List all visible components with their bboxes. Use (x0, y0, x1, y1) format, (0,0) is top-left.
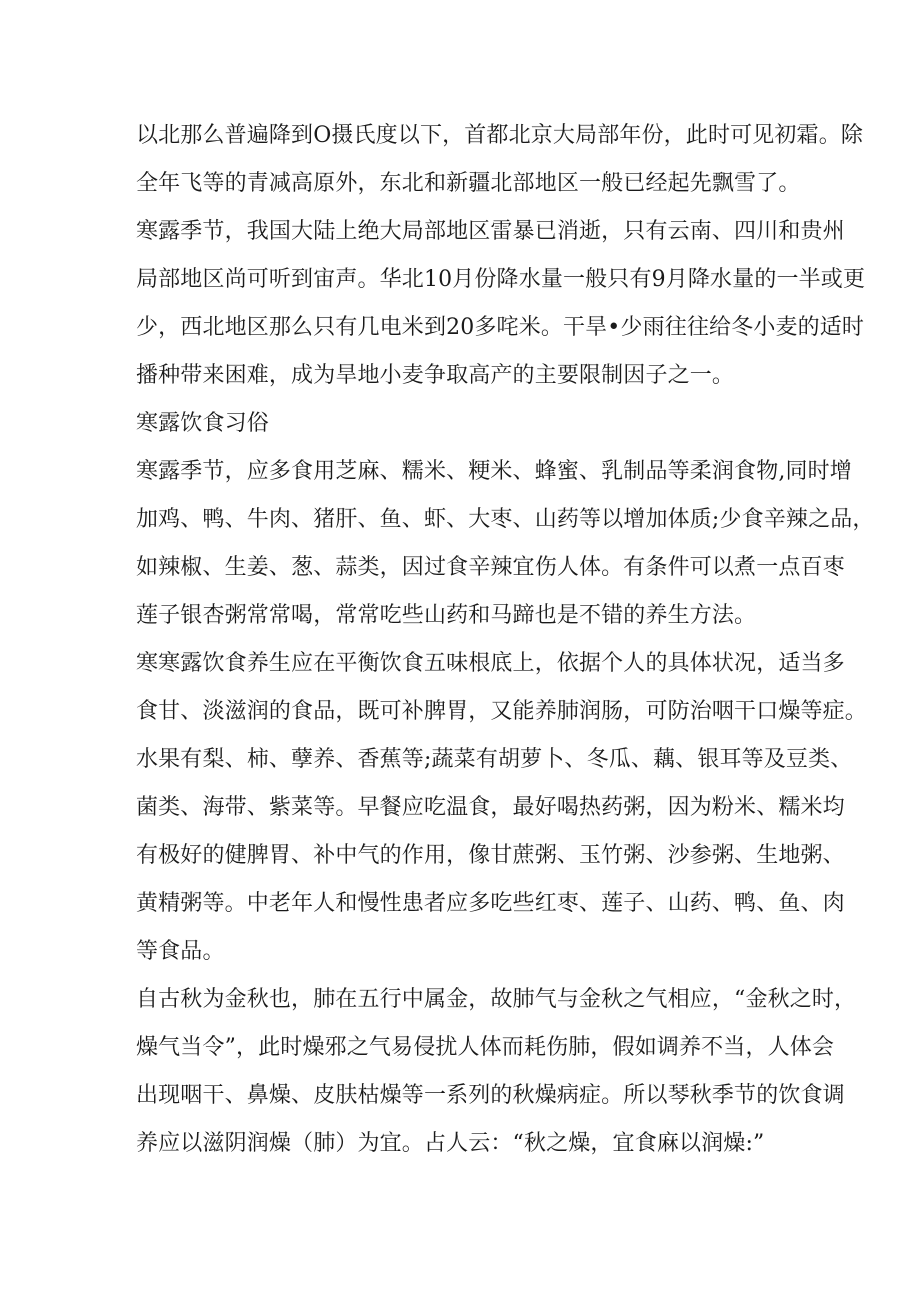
text-line: 食甘、淡滋润的食品，既可补脾胃，又能养肺润肠，可防治咽干口燥等症。 (136, 699, 867, 724)
text-line: 水果有梨、柿、孽养、香蕉等;蔬菜有胡萝卜、冬瓜、藕、银耳等及豆类、 (136, 747, 853, 772)
text-line: 加鸡、鸭、牛肉、猪肝、鱼、虾、大枣、山药等以增加体质;少食辛辣之品， (136, 507, 875, 532)
section-heading: 寒露饮食习俗 (136, 411, 269, 436)
text-line: 寒露季节，我国大陆上绝大局部地区雷暴已消逝，只有云南、四川和贵州 (136, 219, 845, 244)
text-line: 等食品。 (136, 939, 225, 964)
text-line: 出现咽干、鼻燥、皮肤枯燥等一系列的秋燥病症。所以琴秋季节的饮食调 (136, 1083, 845, 1108)
text-line: 全年飞等的青减高原外，东北和新疆北部地区一般已经起先飘雪了。 (136, 171, 801, 196)
text-line: 寒寒露饮食养生应在平衡饮食五味根底上，依据个人的具体状况，适当多 (136, 651, 845, 676)
text-line: 以北那么普遍降到O摄氏度以下，首都北京大局部年份，此时可见初霜。除 (136, 123, 863, 148)
text-line: 有极好的健脾胃、补中气的作用，像甘蔗粥、玉竹粥、沙参粥、生地粥、 (136, 843, 845, 868)
text-line: 局部地区尚可听到宙声。华北10月份降水量一般只有9月降水量的一半或更 (136, 267, 866, 292)
text-line: 播种带来困难，成为旱地小麦争取高产的主要限制因子之一。 (136, 363, 735, 388)
text-line: 自古秋为金秋也，肺在五行中属金，故肺气与金秋之气相应，“金秋之时， (136, 987, 857, 1012)
text-line: 养应以滋阴润燥（肺）为宜。占人云：“秋之燥，宜食麻以润燥:” (136, 1131, 765, 1156)
text-line: 寒露季节，应多食用芝麻、糯米、粳米、蜂蜜、乳制品等柔润食物,同时增 (136, 459, 852, 484)
text-line: 如辣椒、生姜、葱、蒜类，因过食辛辣宜伤人体。有条件可以煮一点百枣 (136, 555, 845, 580)
text-line: 燥气当令”，此时燥邪之气易侵扰人体而耗伤肺，假如调养不当，人体会 (136, 1035, 835, 1060)
text-line: 莲子银杏粥常常喝，常常吃些山药和马蹄也是不错的养生方法。 (136, 603, 757, 628)
text-line: 黄精粥等。中老年人和慢性患者应多吃些红枣、莲子、山药、鸭、鱼、肉 (136, 891, 845, 916)
text-line: 菌类、海带、紫菜等。早餐应吃温食，最好喝热药粥，因为粉米、糯米均 (136, 795, 845, 820)
text-line: 少，西北地区那么只有几电米到20多咤米。干旱•少雨往往给冬小麦的适时 (136, 315, 865, 340)
